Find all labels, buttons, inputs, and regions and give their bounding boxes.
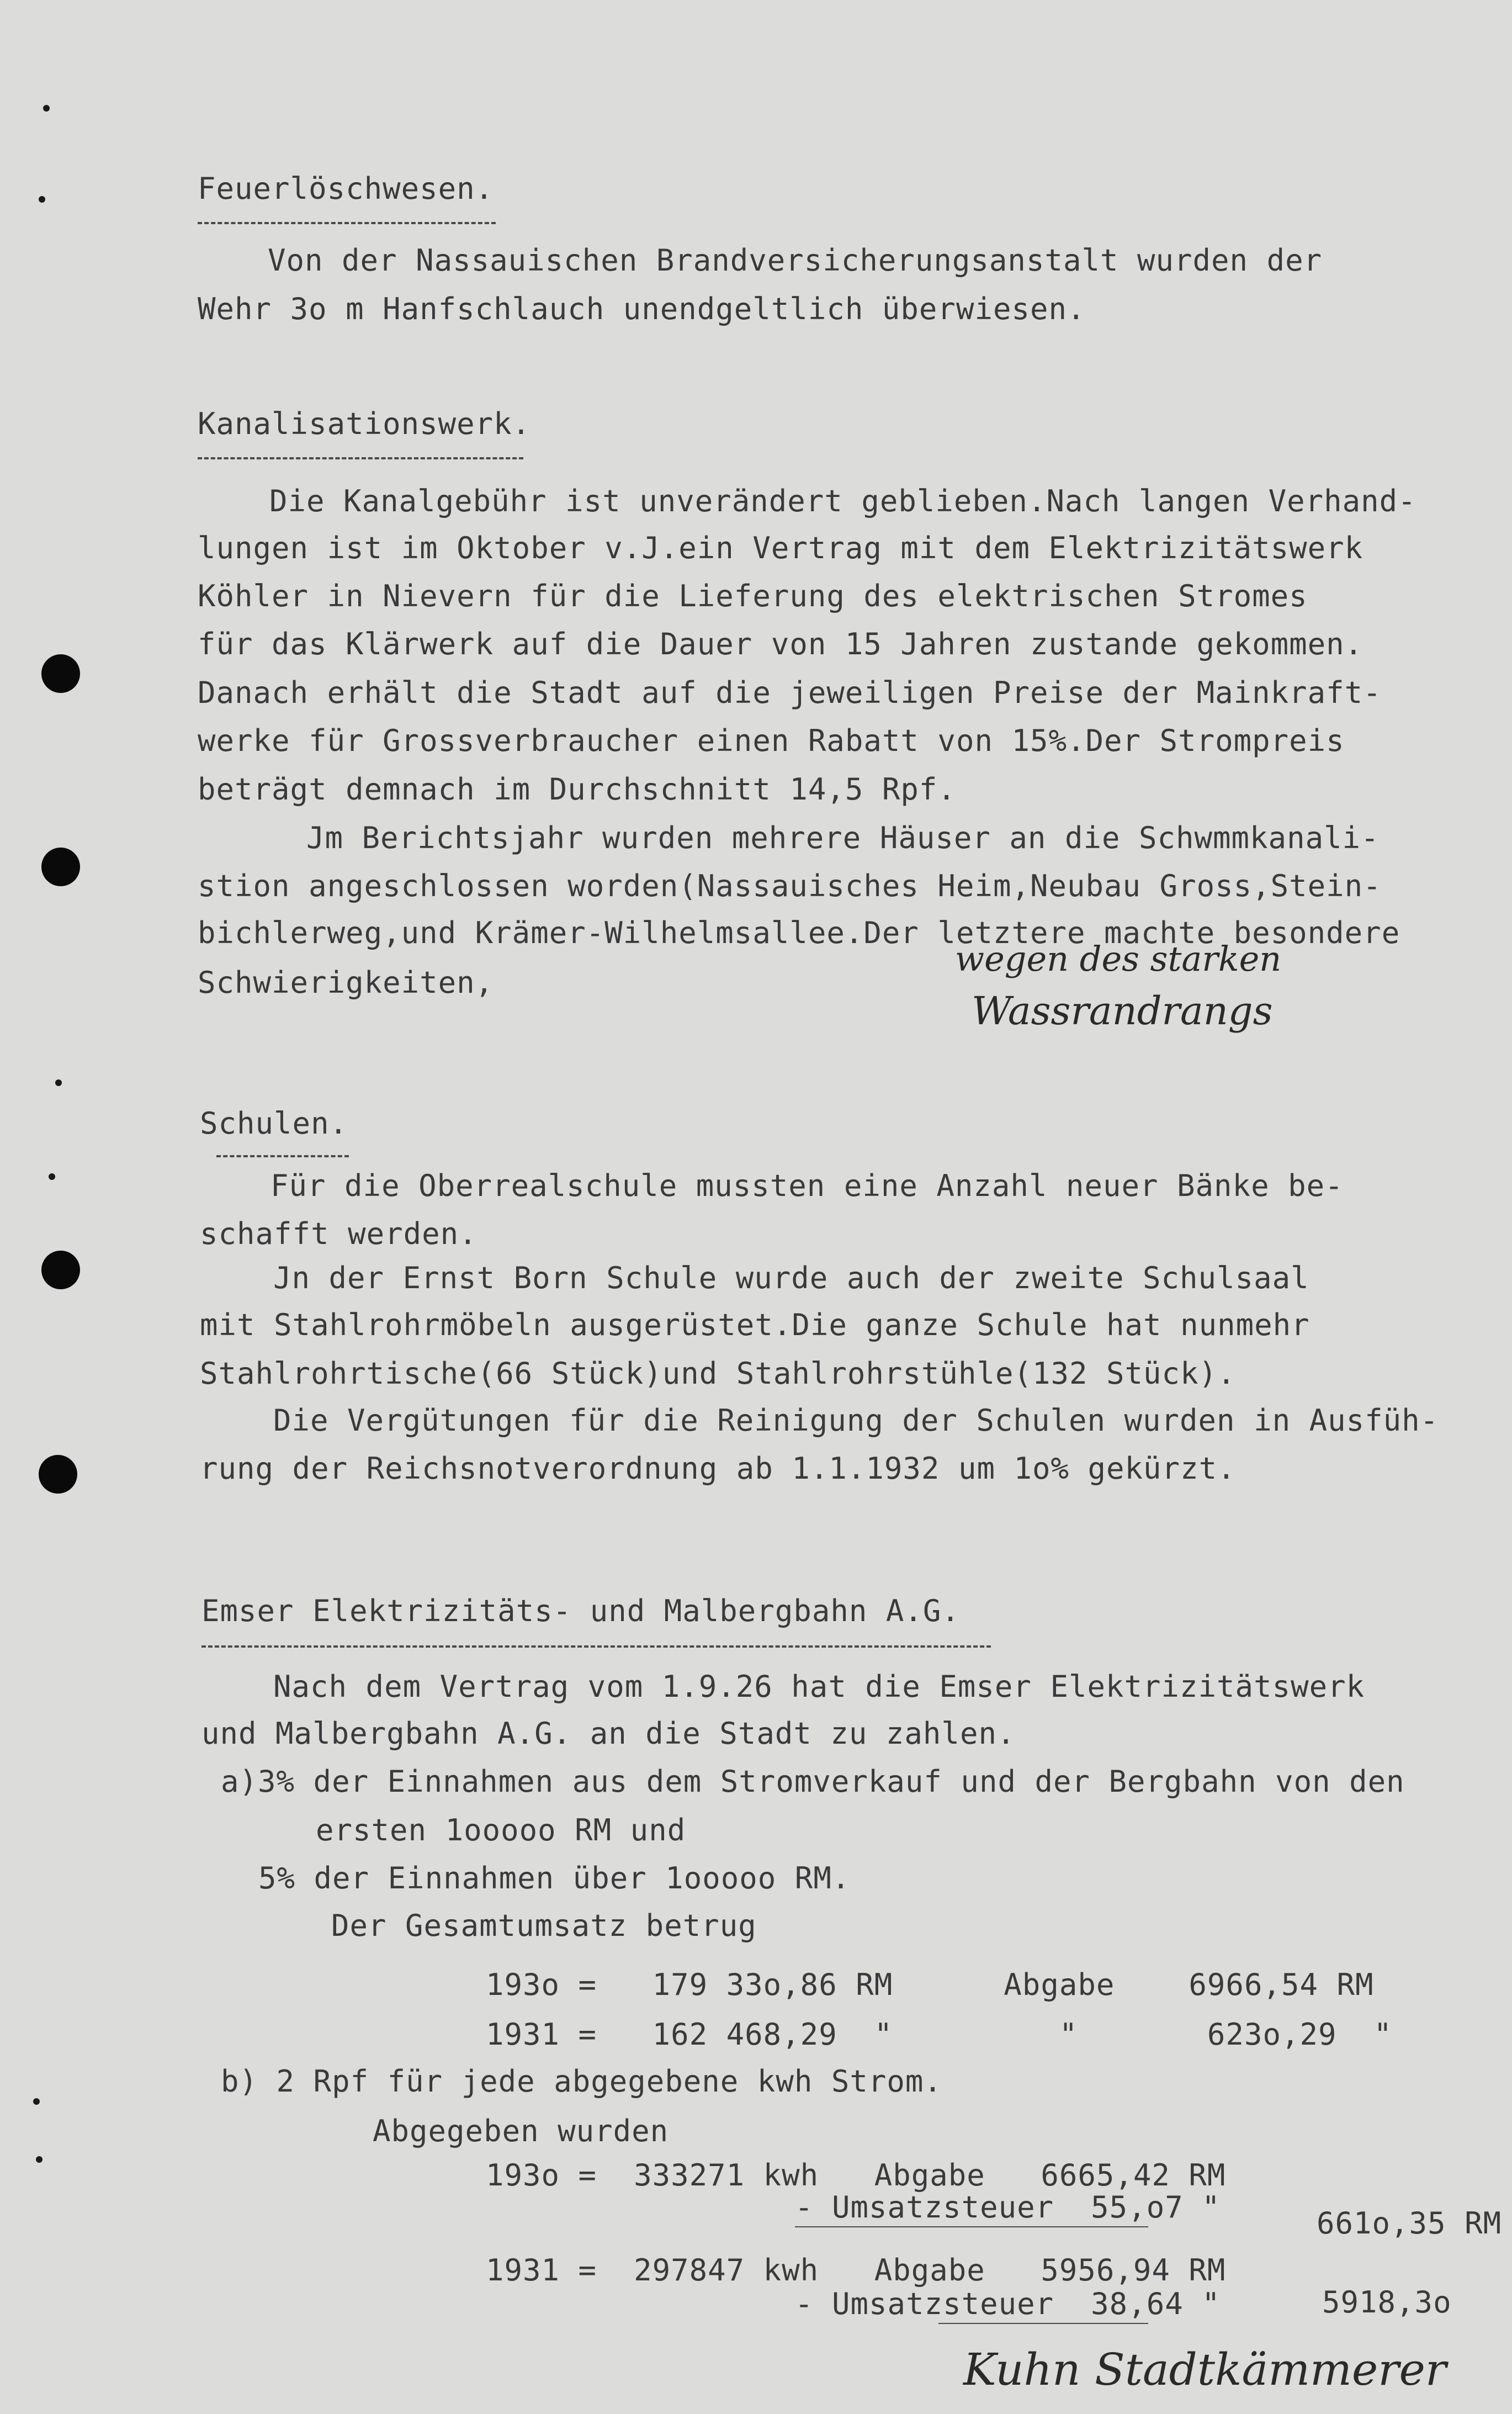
text-line: Die Vergütungen für die Reinigung der Schulen wurden in Ausfüh- [273, 1403, 1439, 1438]
section-heading-schulen: Schulen. [200, 1106, 348, 1141]
kwh-row: 1931 = 297847 kwh Abgabe 5956,94 RM [486, 2253, 1226, 2288]
text-line: Danach erhält die Stadt auf die jeweiligen Preise der Mainkraft- [198, 675, 1382, 710]
text-line: Von der Nassauischen Brandversicherungsanstalt wurden der [268, 243, 1323, 278]
text-line: lungen ist im Oktober v.J.ein Vertrag mit dem Elektrizitätswerk [198, 531, 1364, 565]
text-line: Jn der Ernst Born Schule wurde auch der zweite Schulsaal [273, 1261, 1309, 1295]
text-line: für das Klärwerk auf die Dauer von 15 Jahren zustande gekommen. [198, 627, 1364, 661]
text-line: bichlerweg,und Krämer-Wilhelmsallee.Der letztere machte besondere [198, 915, 1400, 950]
text-line: Köhler in Nievern für die Lieferung des elektrischen Stromes [198, 579, 1308, 613]
tax-row: - Umsatzsteuer 55,o7 " [795, 2190, 1221, 2225]
heading-underline [198, 222, 496, 224]
section-heading-bahn: Emser Elektrizitäts- und Malbergbahn A.G. [201, 1594, 960, 1628]
text-line: Die Kanalgebühr ist unverändert geblieben.Nach langen Verhand- [269, 484, 1416, 518]
heading-underline [216, 1155, 349, 1157]
text-line: stion angeschlossen worden(Nassauisches Heim,Neubau Gross,Stein- [198, 869, 1382, 903]
tax-underline [938, 2323, 1148, 2324]
punch-hole [41, 654, 80, 693]
tax-row: - Umsatzsteuer 38,64 " [795, 2286, 1221, 2321]
revenue-row: 193o = 179 33o,86 RM Abgabe 6966,54 RM [486, 1967, 1374, 2002]
punch-hole [41, 1251, 80, 1289]
punch-hole [41, 848, 80, 886]
kwh-row: 193o = 333271 kwh Abgabe 6665,42 RM [486, 2158, 1226, 2193]
text-line: ersten 1ooooo RM und [316, 1813, 686, 1847]
text-line: und Malbergbahn A.G. an die Stadt zu zahlen. [201, 1716, 1016, 1751]
net-amount: 5918,3o [1322, 2285, 1452, 2320]
margin-mark [49, 1173, 55, 1180]
text-line: Schwierigkeiten, [198, 965, 494, 1000]
text-line: Nach dem Vertrag vom 1.9.26 hat die Emser Elektrizitätswerk [273, 1669, 1365, 1704]
punch-hole [39, 1455, 77, 1494]
tax-underline [795, 2226, 1148, 2227]
text-line: mit Stahlrohrmöbeln ausgerüstet.Die ganze Schule hat nunmehr [200, 1307, 1310, 1342]
section-heading-kanal: Kanalisationswerk. [198, 406, 531, 441]
text-line: werke für Grossverbraucher einen Rabatt von 15%.Der Strompreis [198, 723, 1345, 758]
text-line: schafft werden. [200, 1216, 478, 1251]
text-line: Wehr 3o m Hanfschlauch unendgeltlich überwiesen. [198, 292, 1086, 326]
signature: Kuhn Stadtkämmerer [963, 2344, 1447, 2395]
text-line: b) 2 Rpf für jede abgegebene kwh Strom. [221, 2064, 942, 2099]
heading-underline [201, 1645, 991, 1648]
text-line: 5% der Einnahmen über 1ooooo RM. [258, 1861, 851, 1896]
heading-underline [198, 457, 523, 459]
text-line: a)3% der Einnahmen aus dem Stromverkauf und der Bergbahn von den [221, 1764, 1405, 1799]
margin-mark [55, 1079, 62, 1086]
handwritten-note: wegen des starken [955, 939, 1282, 979]
section-heading-feuer: Feuerlöschwesen. [198, 171, 494, 206]
text-line: Abgegeben wurden [373, 2114, 669, 2148]
text-line: beträgt demnach im Durchschnitt 14,5 Rpf. [198, 772, 956, 807]
text-line: Für die Oberrealschule mussten eine Anzahl neuer Bänke be- [270, 1168, 1344, 1203]
margin-mark [36, 2156, 43, 2163]
margin-mark [43, 105, 50, 112]
handwritten-note: Wassrandrangs [972, 988, 1273, 1034]
margin-mark [39, 196, 45, 203]
margin-mark [33, 2098, 40, 2105]
revenue-row: 1931 = 162 468,29 " " 623o,29 " [486, 2017, 1393, 2052]
text-line: Der Gesamtumsatz betrug [331, 1908, 757, 1943]
text-line: Stahlrohrtische(66 Stück)und Stahlrohrstühle(132 Stück). [200, 1356, 1236, 1391]
net-amount: 661o,35 RM [1317, 2206, 1502, 2241]
text-line: Jm Berichtsjahr wurden mehrere Häuser an die Schwmmkanali- [306, 820, 1380, 855]
text-line: rung der Reichsnotverordnung ab 1.1.1932 um 1o% gekürzt. [200, 1451, 1236, 1486]
